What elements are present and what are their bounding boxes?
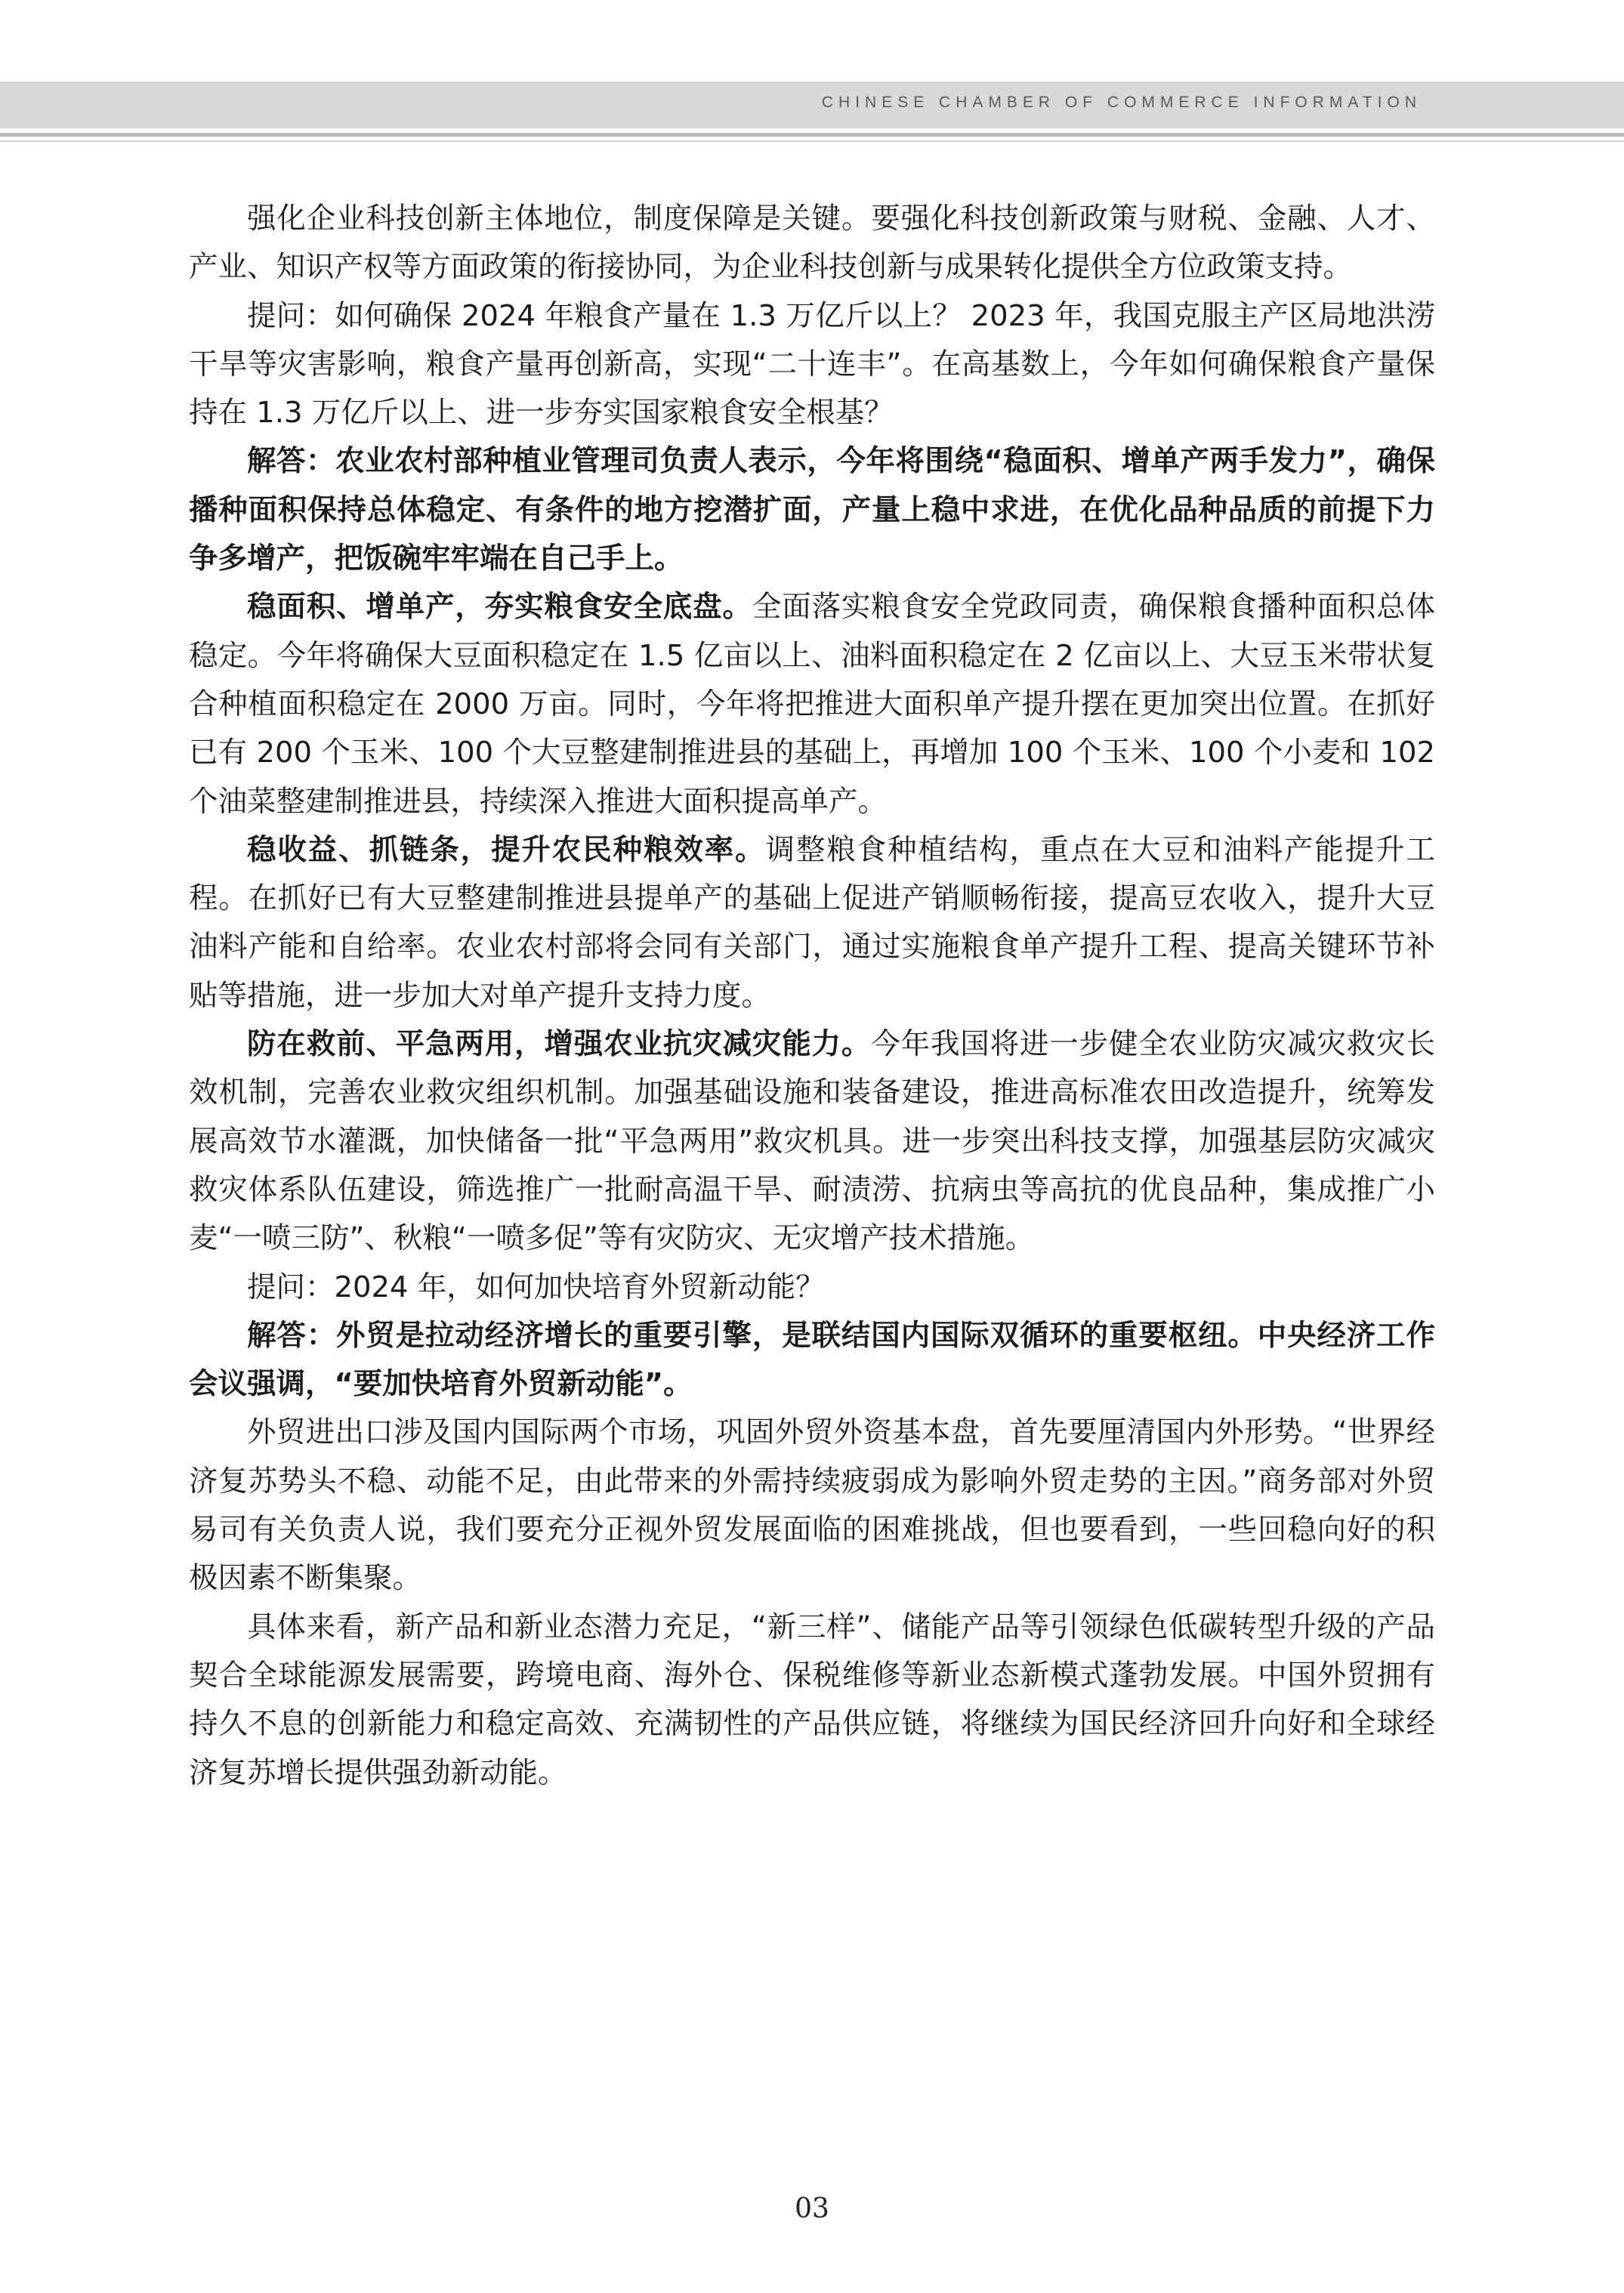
paragraph-stabilize-area-body: 全面落实粮食安全党政同责，确保粮食播种面积总体稳定。今年将确保大豆面积稳定在 1.5 亿亩以上、油料面积稳定在 2 亿亩以上、大豆玉米带状复合种植面积稳定在 2000 万亩。同时，今年将把推进大面积单产提升摆在更加突出位置。在抓好已有 200 个玉米、100 个大豆整建制推进县的基础上，再增加 100 个玉米、100 个小麦和 102 个油菜整建制推进县，持续深入推进大面积提高单产。 — [189, 590, 1435, 819]
page-number: 03 — [795, 2193, 829, 2224]
paragraph-innovation-policy: 强化企业科技创新主体地位，制度保障是关键。要强化科技创新政策与财税、金融、人才、产业、知识产权等方面政策的衔接协同，为企业科技创新与成果转化提供全方位政策支持。 — [189, 202, 1435, 285]
paragraph-stabilize-area-lead: 稳面积、增单产，夯实粮食安全底盘。 — [247, 590, 752, 625]
answer-foreign-trade — [189, 1312, 1435, 1409]
answer-grain-output — [189, 437, 1435, 583]
paragraph-trade-situation: 外贸进出口涉及国内国际两个市场，巩固外贸外资基本盘，首先要厘清国内外形势。“世界经济复苏势头不稳、动能不足，由此带来的外需持续疲弱成为影响外贸走势的主因。”商务部对外贸易司有关负责人说，我们要充分正视外贸发展面临的困难挑战，但也要看到，一些回稳向好的积极因素不断集聚。 — [189, 1415, 1435, 1596]
paragraph-stabilize-income-body: 调整粮食种植结构，重点在大豆和油料产能提升工程。在抓好已有大豆整建制推进县提单产的基础上促进产销顺畅衔接，提高豆农收入，提升大豆油料产能和自给率。农业农村部将会同有关部门，通过实施粮食单产提升工程、提高关键环节补贴等措施，进一步加大对单产提升支持力度。 — [189, 832, 1435, 1013]
article-body — [189, 195, 1435, 1798]
question-foreign-trade: 提问：2024 年，如何加快培育外贸新动能？ — [247, 1270, 825, 1304]
paragraph-stabilize-area — [189, 583, 1435, 826]
header-rule-thick — [0, 133, 1624, 137]
paragraph-stabilize-income-lead: 稳收益、抓链条，提升农民种粮效率。 — [247, 832, 766, 867]
paragraph-new-momentum: 具体来看，新产品和新业态潜力充足，“新三样”、储能产品等引领绿色低碳转型升级的产品契合全球能源发展需要，跨境电商、海外仓、保税维修等新业态新模式蓬勃发展。中国外贸拥有持久不息的创新能力和稳定高效、充满韧性的产品供应链，将继续为国民经济回升向好和全球经济复苏增长提供强劲新动能。 — [189, 1609, 1435, 1790]
paragraph-disaster-prevention-body: 今年我国将进一步健全农业防灾减灾救灾长效机制，完善农业救灾组织机制。加强基础设施和装备建设，推进高标准农田改造提升，统筹发展高效节水灌溉，加快储备一批“平急两用”救灾机具。进一步突出科技支撑，加强基层防灾减灾救灾体系队伍建设，筛选推广一批耐高温干旱、耐渍涝、抗病虫等高抗的优良品种，集成推广小麦“一喷三防”、秋粮“一喷多促”等有灾防灾、无灾增产技术措施。 — [189, 1027, 1435, 1256]
header-rule-thin — [0, 140, 1624, 142]
paragraph-disaster-prevention-lead: 防在救前、平急两用，增强农业抗灾减灾能力。 — [247, 1027, 872, 1062]
publication-header-title: CHINESE CHAMBER OF COMMERCE INFORMATION — [821, 94, 1422, 111]
paragraph-disaster-prevention — [189, 1020, 1435, 1263]
answer-grain-output-text: 解答：农业农村部种植业管理司负责人表示，今年将围绕“稳面积、增单产两手发力”，确保播种面积保持总体稳定、有条件的地方挖潜扩面，产量上稳中求进，在优化品种品质的前提下力争多增产，把饭碗牢牢端在自己手上。 — [189, 444, 1435, 576]
paragraph-stabilize-income — [189, 826, 1435, 1020]
question-grain-output: 提问：如何确保 2024 年粮食产量在 1.3 万亿斤以上？ 2023 年，我国克服主产区局地洪涝干旱等灾害影响，粮食产量再创新高，实现“二十连丰”。在高基数上，今年如何确保粮食产量保持在 1.3 万亿斤以上、进一步夯实国家粮食安全根基？ — [189, 298, 1435, 431]
answer-foreign-trade-text: 解答：外贸是拉动经济增长的重要引擎，是联结国内国际双循环的重要枢纽。中央经济工作会议强调，“要加快培育外贸新动能”。 — [189, 1318, 1435, 1402]
